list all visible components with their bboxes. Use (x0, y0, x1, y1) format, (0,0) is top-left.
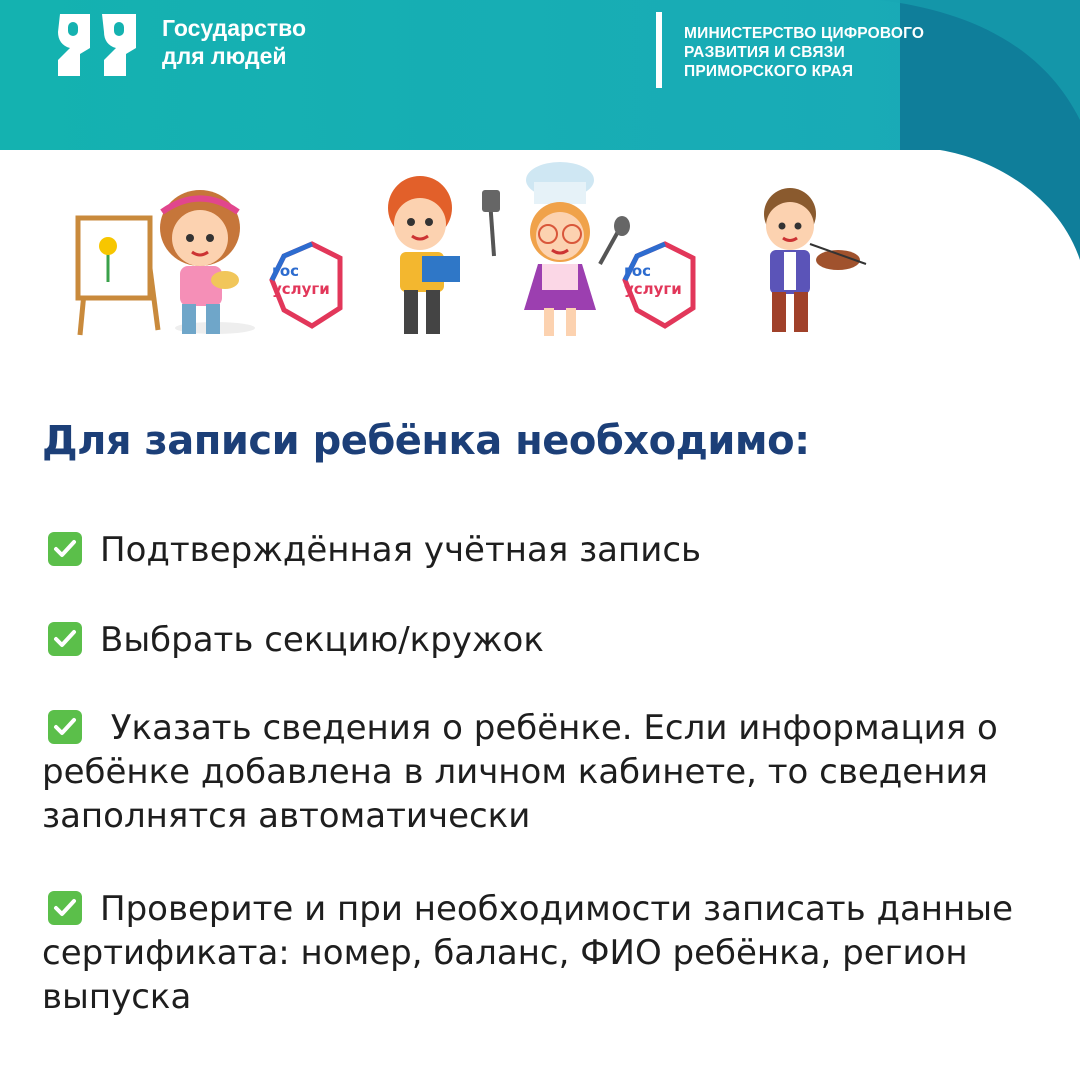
badge1-top: гос (272, 262, 300, 280)
header-divider (656, 12, 662, 88)
ministry-line-2: РАЗВИТИЯ И СВЯЗИ (684, 44, 845, 61)
list-item (42, 618, 1052, 662)
brand-line-2: для людей (162, 43, 287, 69)
children-illustration (50, 160, 880, 360)
gosuslugi-badge-1 (272, 244, 340, 326)
list-item-text: Выбрать секцию/кружок (100, 620, 544, 660)
check-icon (48, 622, 82, 656)
ministry-name (684, 24, 924, 81)
list-item-text: Подтверждённая учётная запись (100, 530, 702, 570)
gosuslugi-badge-2 (624, 244, 693, 326)
list-item-text: Проверите и при необходимости записать данные сертификата: номер, баланс, ФИО ребёнка, регион выпуска (42, 889, 1014, 1017)
check-icon (48, 532, 82, 566)
violin-boy (764, 188, 866, 332)
girl-painter (160, 190, 240, 334)
list-item-text: Указать сведения о ребёнке. Если информация о ребёнке добавлена в личном кабинете, то сведения заполнятся автоматически (42, 708, 998, 836)
list-item (42, 887, 1052, 1019)
check-icon (48, 710, 82, 744)
badge2-bottom: услуги (624, 280, 682, 298)
brand-line-1: Государство (162, 15, 307, 41)
check-icon (48, 891, 82, 925)
brand-title (162, 14, 306, 70)
ministry-line-1: МИНИСТЕРСТВО ЦИФРОВОГО (684, 25, 925, 42)
chef-girl (482, 162, 630, 336)
ministry-line-3: ПРИМОРСКОГО КРАЯ (684, 63, 854, 80)
list-item (42, 528, 1052, 572)
boy-reading (388, 176, 460, 334)
page-title: Для записи ребёнка необходимо: (42, 418, 810, 464)
badge1-bottom: услуги (272, 280, 330, 298)
badge2-top: гос (624, 262, 652, 280)
gosudarstvo-logo (56, 10, 140, 80)
list-item (42, 706, 1052, 838)
